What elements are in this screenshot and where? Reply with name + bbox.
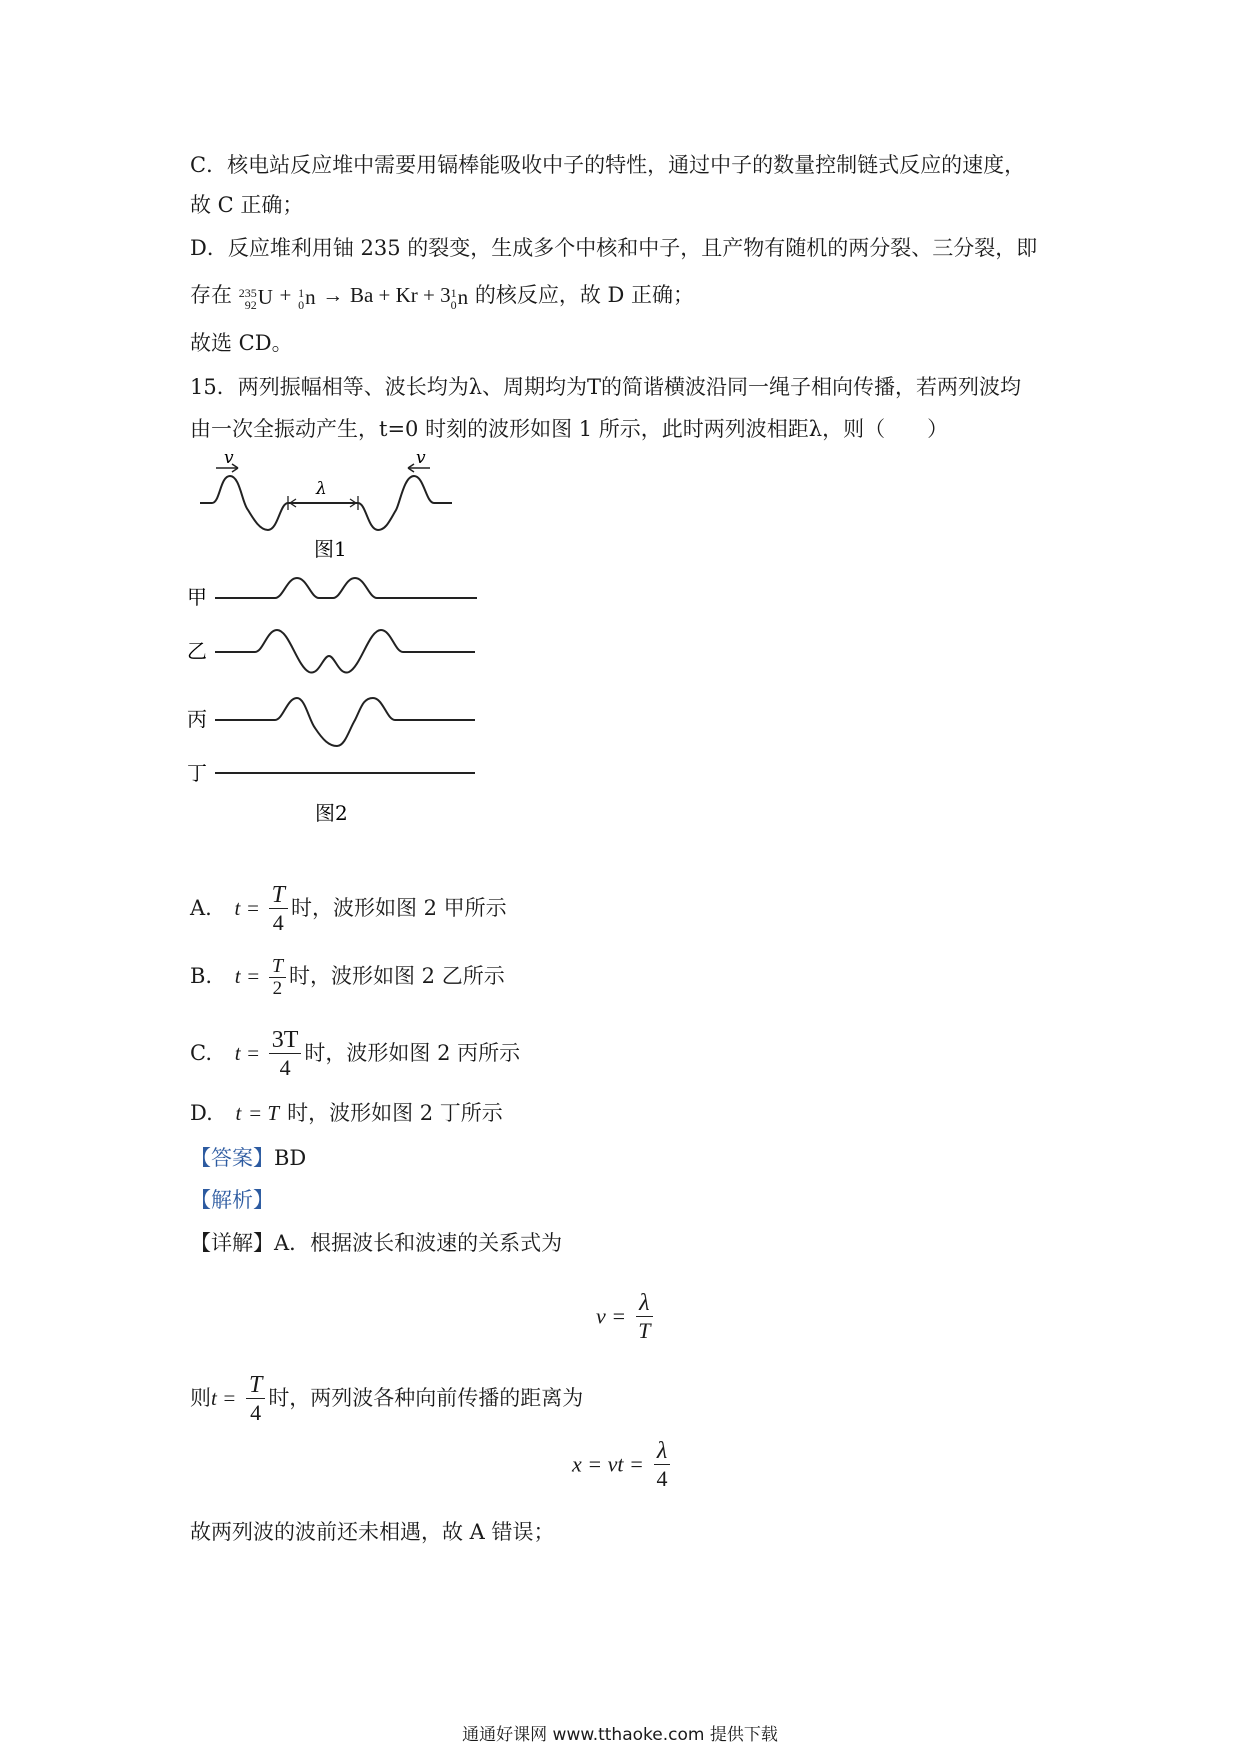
option-d[interactable]: D. t = T 时，波形如图 2 丁所示 bbox=[190, 1101, 503, 1125]
detail-line2: 则t = $\frac{T}{4}$ 时，两列波各种向前传播的距离为 bbox=[190, 1372, 584, 1425]
question-15-line1: 15．两列振幅相等、波长均为λ、周期均为T的简谐横波沿同一绳子相向传播，若两列波均 bbox=[190, 375, 1022, 399]
figure-2 bbox=[185, 568, 505, 828]
uranium-nuclide: 235 92 U bbox=[238, 284, 273, 312]
option-b[interactable]: B. t = $\frac{T}{2}$ 时，波形如图 2 乙所示 bbox=[190, 955, 505, 999]
waveform-jia bbox=[215, 578, 477, 598]
nuclear-reaction-line: 存在 235 92 U + 1 0 n → Ba + Kr + 3 1 0 n 的核反应，故 D 正确； bbox=[190, 283, 695, 312]
reaction-suffix: 的核反应，故 D 正确； bbox=[474, 283, 695, 307]
v-left-label: v bbox=[224, 448, 234, 468]
answer-line bbox=[190, 1143, 306, 1173]
neutron-nuclide: 1 0 n bbox=[298, 284, 316, 312]
reaction-products: Ba + Kr + 3 bbox=[349, 283, 451, 307]
answer-value: BD bbox=[274, 1146, 307, 1170]
option-c-explanation: C．核电站反应堆中需要用镉棒能吸收中子的特性，通过中子的数量控制链式反应的速度， bbox=[190, 153, 1026, 177]
option-c[interactable]: C. t = $\frac{3T}{4}$ 时，波形如图 2 丙所示 bbox=[190, 1027, 521, 1080]
label-ding: 丁 bbox=[187, 761, 207, 785]
label-bing: 丙 bbox=[187, 707, 207, 731]
lambda-label: λ bbox=[316, 479, 327, 499]
v-right-label: v bbox=[416, 448, 426, 468]
waveform-bing bbox=[215, 698, 475, 746]
label-yi: 乙 bbox=[187, 639, 207, 663]
select-answer-line: 故选 CD。 bbox=[190, 331, 293, 355]
formula-v-lambda-t: v = $\frac{\lambda}{T}$ bbox=[596, 1290, 656, 1345]
answer-label: 【答案】 bbox=[190, 1146, 274, 1170]
page-footer: 通通好课网 www.tthaoke.com 提供下载 bbox=[462, 1725, 778, 1745]
figure-1 bbox=[190, 448, 470, 568]
detail-line1: 【详解】A．根据波长和波速的关系式为 bbox=[190, 1231, 563, 1255]
option-d-explanation: D．反应堆利用铀 235 的裂变，生成多个中核和中子，且产物有随机的两分裂、三分裂，即 bbox=[190, 236, 1038, 260]
neutron-product: 1 0 n bbox=[450, 284, 469, 312]
figure-2-caption: 图2 bbox=[315, 801, 348, 825]
detail-line3: 故两列波的波前还未相遇，故 A 错误； bbox=[190, 1520, 555, 1544]
label-jia: 甲 bbox=[187, 585, 207, 609]
analysis-label: 【解析】 bbox=[190, 1188, 274, 1212]
formula-x-vt: x = vt = $\frac{\lambda}{4}$ bbox=[572, 1438, 673, 1493]
detail-label: 【详解】 bbox=[190, 1231, 274, 1255]
waveform-yi bbox=[215, 630, 475, 673]
option-a[interactable]: A. t = $\frac{T}{4}$ 时，波形如图 2 甲所示 bbox=[190, 882, 507, 935]
reaction-prefix: 存在 bbox=[190, 283, 232, 307]
question-15-line2: 由一次全振动产生，t=0 时刻的波形如图 1 所示，此时两列波相距λ，则（ ） bbox=[190, 417, 949, 441]
figure-1-caption: 图1 bbox=[314, 537, 347, 561]
option-c-explanation-cont: 故 C 正确； bbox=[190, 193, 304, 217]
